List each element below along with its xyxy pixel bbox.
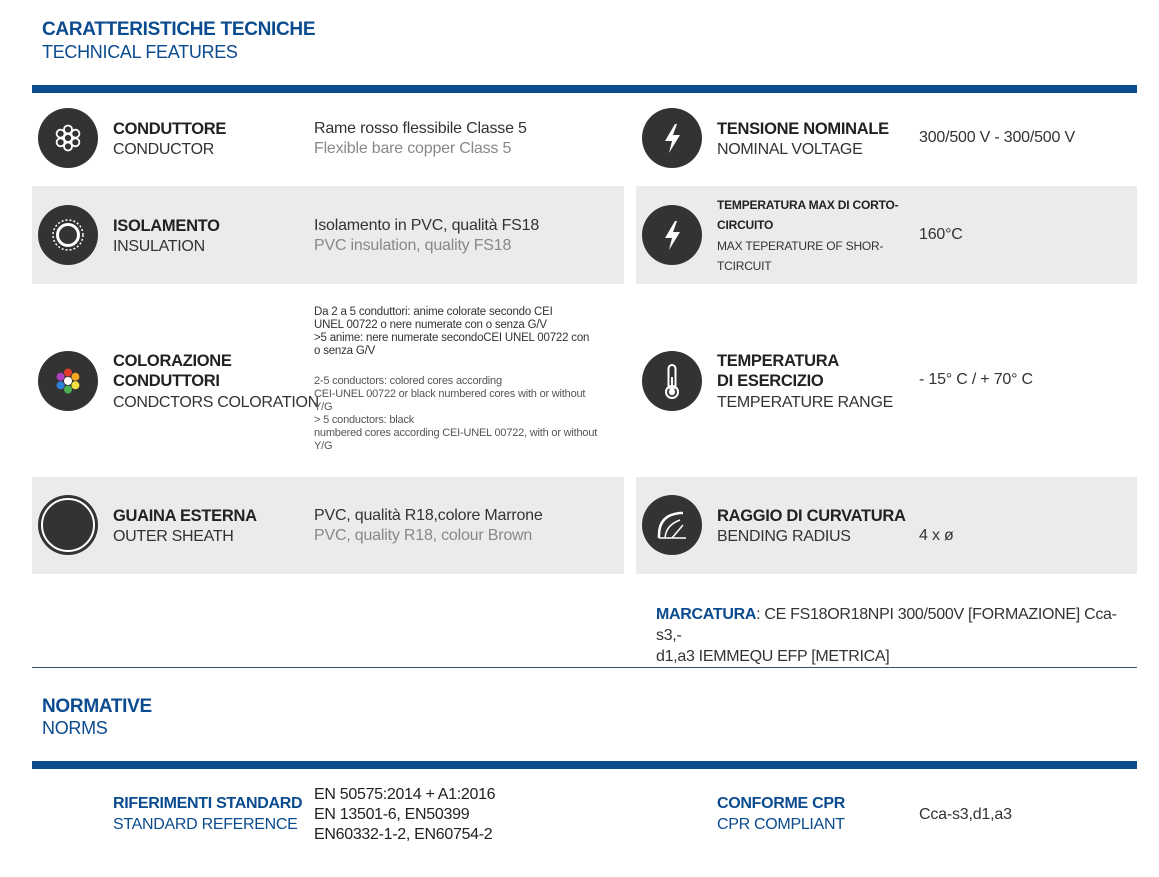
coloration-en-line: Y/G [314, 401, 333, 413]
conductor-label-en: CONDUCTOR [113, 141, 215, 158]
standard-value: EN60332-1-2, EN60754-2 [314, 826, 493, 843]
outer-sheath-icon [38, 495, 98, 555]
insulation-value-it: Isolamento in PVC, qualità FS18 [314, 217, 540, 234]
standard-label-it: RIFERIMENTI STANDARD [113, 795, 303, 812]
bending-label-en: BENDING RADIUS [717, 528, 851, 545]
standard-values [314, 785, 495, 845]
colored-cores-icon [38, 351, 98, 411]
standard-value: EN 50575:2014 + A1:2016 [314, 786, 496, 803]
conductor-value-en: Flexible bare copper Class 5 [314, 140, 512, 157]
conductor-strands-icon [38, 108, 98, 168]
norms-title: NORMATIVE [42, 696, 152, 717]
insulation-label-it: ISOLAMENTO [113, 217, 220, 235]
section-subtitle: TECHNICAL FEATURES [42, 42, 238, 62]
section-title: CARATTERISTICHE TECNICHE [42, 19, 316, 40]
marking-text-2: d1,a3 IEMMEQU EFP [METRICA] [656, 648, 890, 665]
coloration-en-line: numbered cores according CEI-UNEL 00722, with or without [314, 427, 598, 439]
marking-text-1: : CE FS18OR18NPI 300/500V [FORMAZIONE] Cca-s3,- [656, 606, 1117, 644]
coloration-label-en: CONDCTORS COLORATION [113, 394, 319, 411]
insulation-ring-icon [38, 205, 98, 265]
coloration-it-line: >5 anime: nere numerate secondoCEI UNEL 00722 con [314, 332, 590, 344]
thermometer-icon [642, 351, 702, 411]
coloration-it-line: o senza G/V [314, 345, 376, 357]
coloration-en-line: Y/G [314, 440, 333, 452]
voltage-label-en: NOMINAL VOLTAGE [717, 141, 863, 158]
coloration-label-it-2: CONDUTTORI [113, 372, 220, 390]
coloration-it-line: Da 2 a 5 conduttori: anime colorate secondo CEI [314, 306, 553, 318]
sheath-value-it: PVC, qualità R18,colore Marrone [314, 507, 543, 524]
sheath-value-en: PVC, quality R18, colour Brown [314, 527, 533, 544]
voltage-label-it: TENSIONE NOMINALE [717, 120, 889, 138]
conductor-value-it: Rame rosso flessibile Classe 5 [314, 120, 527, 137]
bending-radius-icon [642, 495, 702, 555]
coloration-label-it-1: COLORAZIONE [113, 352, 232, 370]
cpr-label-it: CONFORME CPR [717, 795, 845, 812]
insulation-label-en: INSULATION [113, 238, 205, 255]
lightning-icon [642, 205, 702, 265]
conductor-label-it: CONDUTTORE [113, 120, 227, 138]
norms-subtitle: NORMS [42, 718, 108, 738]
coloration-it-text [314, 306, 619, 358]
temperature-label-it-1: TEMPERATURA [717, 352, 839, 370]
voltage-value: 300/500 V - 300/500 V [919, 129, 1075, 146]
coloration-en-line: > 5 conductors: black [314, 414, 415, 426]
bending-label-it: RAGGIO DI CURVATURA [717, 507, 906, 525]
coloration-en-line: 2-5 conductors: colored cores according [314, 375, 502, 387]
temperature-label-it-2: DI ESERCIZIO [717, 372, 824, 390]
temperature-value: - 15° C / + 70° C [919, 371, 1033, 388]
sheath-label-en: OUTER SHEATH [113, 528, 234, 545]
bending-value: 4 x ø [919, 527, 954, 544]
header-divider [32, 85, 1137, 93]
lightning-icon [642, 108, 702, 168]
short-circuit-label-it-2: CIRCUITO [717, 218, 774, 232]
short-circuit-label-it-1: TEMPERATURA MAX DI CORTO- [717, 198, 899, 212]
cpr-label-en: CPR COMPLIANT [717, 816, 845, 833]
norms-divider [32, 761, 1137, 769]
coloration-en-text [314, 375, 619, 453]
standard-value: EN 13501-6, EN50399 [314, 806, 470, 823]
standard-label-en: STANDARD REFERENCE [113, 816, 298, 833]
coloration-it-line: UNEL 00722 o nere numerate con o senza G/V [314, 319, 547, 331]
cpr-value: Cca-s3,d1,a3 [919, 806, 1012, 823]
marking-label: MARCATURA [656, 606, 757, 623]
short-circuit-label-en-2: TCIRCUIT [717, 259, 772, 273]
marking-text [656, 604, 1126, 667]
sheath-label-it: GUAINA ESTERNA [113, 507, 257, 525]
temperature-label-en: TEMPERATURE RANGE [717, 394, 893, 411]
short-circuit-label-en-1: MAX TEPERATURE OF SHOR- [717, 239, 884, 253]
insulation-value-en: PVC insulation, quality FS18 [314, 237, 512, 254]
section-divider [32, 667, 1137, 668]
short-circuit-value: 160°C [919, 226, 963, 243]
coloration-en-line: CEI-UNEL 00722 or black numbered cores with or without [314, 388, 586, 400]
